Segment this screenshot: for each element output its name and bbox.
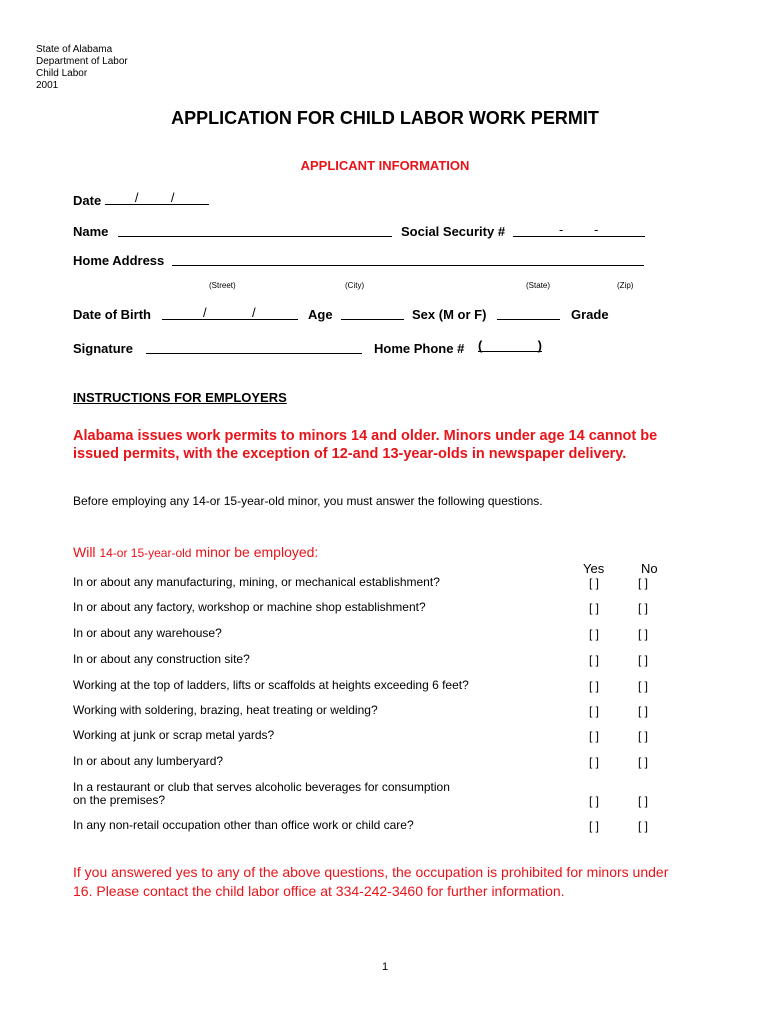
header-agency-state: State of Alabama (36, 44, 113, 55)
q4-no-checkbox[interactable]: [ ] (638, 653, 649, 667)
home-address-field[interactable] (172, 253, 644, 266)
q7-yes-checkbox[interactable]: [ ] (589, 729, 600, 743)
q10-no-checkbox[interactable]: [ ] (638, 819, 649, 833)
date-sep-2: / (170, 190, 175, 205)
sex-label: Sex (M or F) (412, 307, 487, 322)
phone-paren-close: ) (537, 338, 542, 353)
question-9-line-2: on the premises? (73, 793, 166, 807)
header-agency-division: Child Labor (36, 68, 88, 79)
q2-yes-checkbox[interactable]: [ ] (589, 601, 600, 615)
no-column-header: No (641, 561, 658, 576)
age-label: Age (308, 307, 333, 322)
city-caption: (City) (345, 281, 365, 290)
q9-no-checkbox[interactable]: [ ] (638, 794, 649, 808)
question-9-line-1: In a restaurant or club that serves alcoholic beverages for consumption (73, 780, 450, 794)
q6-no-checkbox[interactable]: [ ] (638, 704, 649, 718)
q7-no-checkbox[interactable]: [ ] (638, 729, 649, 743)
dob-sep-1: / (203, 305, 207, 320)
q5-no-checkbox[interactable]: [ ] (638, 679, 649, 693)
date-row (73, 192, 209, 208)
question-6: Working with soldering, brazing, heat treating or welding? (73, 703, 378, 717)
q1-no-checkbox[interactable]: [ ] (638, 576, 649, 590)
q6-yes-checkbox[interactable]: [ ] (589, 704, 600, 718)
ssn-sep-1: - (559, 222, 564, 237)
question-4: In or about any construction site? (73, 652, 250, 666)
q5-yes-checkbox[interactable]: [ ] (589, 679, 600, 693)
yes-column-header: Yes (583, 561, 605, 576)
state-caption: (State) (526, 281, 551, 290)
signature-label: Signature (73, 341, 133, 356)
will-prefix: Will (73, 544, 100, 560)
age-notice-line-2: issued permits, with the exception of 12-and 13-year-olds in newspaper delivery. (73, 446, 627, 462)
age-notice (73, 427, 657, 463)
ssn-field[interactable] (513, 224, 645, 237)
page-title: APPLICATION FOR CHILD LABOR WORK PERMIT (171, 108, 599, 128)
q2-no-checkbox[interactable]: [ ] (638, 601, 649, 615)
q4-yes-checkbox[interactable]: [ ] (589, 653, 600, 667)
q8-no-checkbox[interactable]: [ ] (638, 755, 649, 769)
name-field[interactable] (118, 224, 392, 237)
q9-yes-checkbox[interactable]: [ ] (589, 794, 600, 808)
dob-field[interactable] (162, 307, 298, 320)
signature-field[interactable] (146, 341, 362, 354)
prohibition-notice (73, 863, 668, 901)
will-age-range: 14-or 15-year-old (99, 546, 192, 560)
question-2: In or about any factory, workshop or machine shop establishment? (73, 600, 426, 614)
question-1: In or about any manufacturing, mining, or mechanical establishment? (73, 575, 440, 589)
prohibition-notice-line-1: If you answered yes to any of the above questions, the occupation is prohibited for minors under (73, 864, 669, 880)
dob-sep-2: / (252, 305, 256, 320)
applicant-section-heading: APPLICANT INFORMATION (300, 158, 470, 173)
q10-yes-checkbox[interactable]: [ ] (589, 819, 600, 833)
age-field[interactable] (341, 307, 404, 320)
q3-yes-checkbox[interactable]: [ ] (589, 627, 600, 641)
home-address-label: Home Address (73, 253, 165, 268)
page-number: 1 (381, 961, 389, 973)
phone-paren-open: ( (478, 338, 483, 353)
name-label: Name (73, 224, 109, 239)
question-7: Working at junk or scrap metal yards? (73, 728, 275, 742)
instructions-heading: INSTRUCTIONS FOR EMPLOYERS (73, 390, 287, 405)
question-5: Working at the top of ladders, lifts or scaffolds at heights exceeding 6 feet? (73, 678, 469, 692)
dob-label: Date of Birth (73, 307, 151, 322)
home-phone-label: Home Phone # (374, 341, 465, 356)
question-8: In or about any lumberyard? (73, 754, 224, 768)
q3-no-checkbox[interactable]: [ ] (638, 627, 649, 641)
grade-label: Grade (571, 307, 609, 322)
age-notice-line-1: Alabama issues work permits to minors 14 and older. Minors under age 14 cannot be (73, 428, 658, 444)
street-caption: (Street) (209, 281, 236, 290)
zip-caption: (Zip) (617, 281, 634, 290)
header-year: 2001 (36, 80, 59, 91)
question-10: In any non-retail occupation other than office work or child care? (73, 818, 414, 832)
q8-yes-checkbox[interactable]: [ ] (589, 755, 600, 769)
date-field[interactable] (105, 192, 209, 205)
date-sep-1: / (134, 190, 139, 205)
prohibition-notice-line-2: 16. Please contact the child labor office at 334-242-3460 for further information. (73, 883, 565, 899)
will-suffix: minor be employed: (191, 544, 319, 560)
ssn-sep-2: - (594, 222, 599, 237)
question-3: In or about any warehouse? (73, 626, 222, 640)
sex-field[interactable] (497, 307, 560, 320)
header-agency-dept: Department of Labor (36, 56, 128, 67)
date-label: Date (73, 193, 102, 208)
will-heading (73, 544, 318, 560)
home-phone-field[interactable] (478, 339, 542, 352)
ssn-label: Social Security # (401, 224, 506, 239)
q1-yes-checkbox[interactable]: [ ] (589, 576, 600, 590)
before-employing-text: Before employing any 14-or 15-year-old minor, you must answer the following questions. (73, 494, 543, 508)
